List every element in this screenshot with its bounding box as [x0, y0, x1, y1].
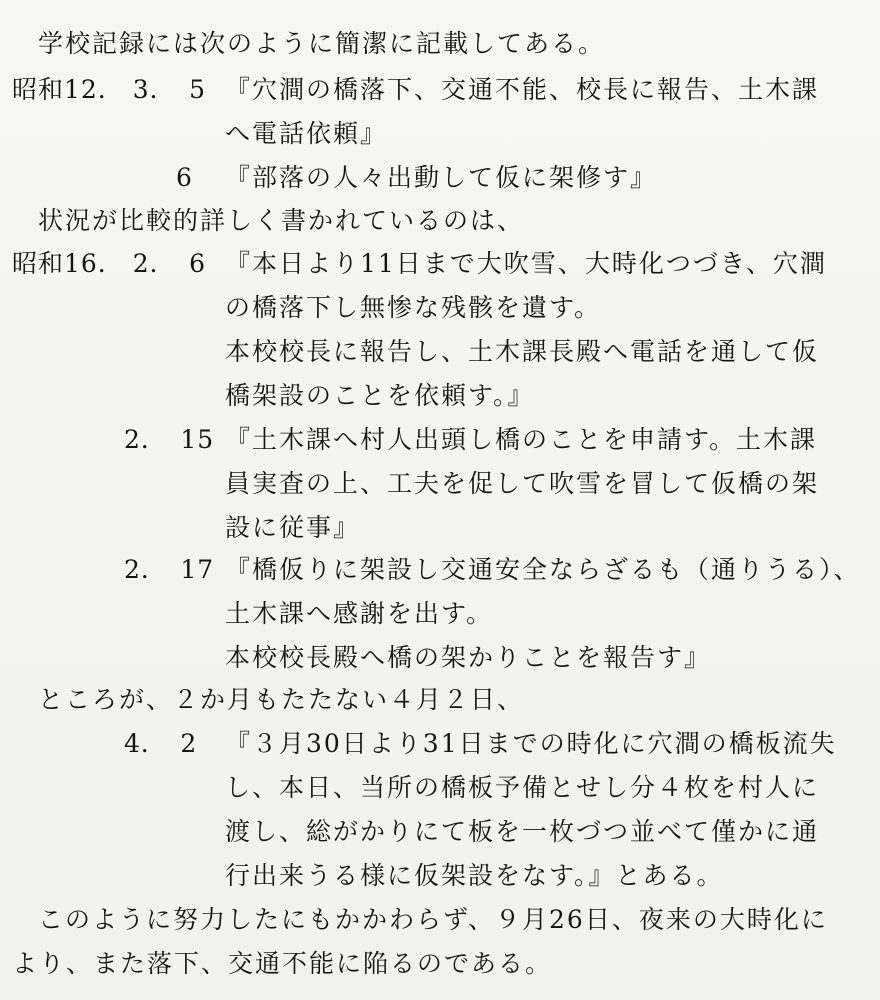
entry4-line3: 設に従事』	[225, 513, 361, 542]
entry2-date: 6	[176, 163, 193, 192]
entry3-date: 昭和16. 2． 6	[12, 249, 207, 278]
entry2-line1: 『部落の人々出動して仮に架修す』	[225, 163, 658, 192]
entry3-line1: 『本日より11日まで大吹雪、大時化つづき、穴澗	[225, 249, 827, 278]
conclusion-line1: このように努力したにもかかわらず、９月26日、夜来の大時化に	[38, 905, 828, 934]
entry5-line1: 『橋仮りに架設し交通安全ならざるも（通りうる）、	[225, 555, 861, 584]
entry4-line2: 員実査の上、工夫を促して吹雪を冒して仮橋の架	[225, 469, 820, 498]
entry3-line4: 橋架設のことを依頼す。』	[225, 381, 535, 410]
entry1-line1: 『穴澗の橋落下、交通不能、校長に報告、土木課	[225, 75, 820, 104]
intro-line: 学校記録には次のように簡潔に記載してある。	[38, 29, 606, 58]
entry6-line2: し、本日、当所の橋板予備とせし分４枚を村人に	[225, 773, 820, 802]
entry3-line2: の橋落下し無惨な残骸を遺す。	[225, 293, 602, 322]
entry4-line1: 『土木課へ村人出頭し橋のことを申請す。土木課	[225, 425, 818, 454]
entry5-date: 2． 17	[124, 555, 215, 584]
entry4-date: 2． 15	[124, 425, 215, 454]
entry6-line3: 渡し、総がかりにて板を一枚づつ並べて僅かに通	[225, 817, 820, 846]
conclusion-line2: より、また落下、交通不能に陥るのである。	[12, 949, 553, 978]
entry5-line2: 土木課へ感謝を出す。	[225, 599, 494, 628]
entry1-date: 昭和12. 3． 5	[12, 75, 207, 104]
transition-line: ところが、２か月もたたない４月２日、	[38, 685, 525, 714]
entry3-line3: 本校校長に報告し、土木課長殿へ電話を通して仮	[225, 337, 820, 366]
entry6-date: 4． 2	[124, 729, 198, 758]
entry5-line3: 本校校長殿へ橋の架かりことを報告す』	[225, 643, 712, 672]
entry6-line4: 行出来うる様に仮架設をなす。』とある。	[225, 861, 724, 890]
entry1-line2: へ電話依頼』	[225, 119, 388, 148]
middle-line: 状況が比較的詳しく書かれているのは、	[38, 206, 525, 235]
entry6-line1: 『３月30日より31日までの時化に穴澗の橋板流失	[225, 729, 837, 758]
